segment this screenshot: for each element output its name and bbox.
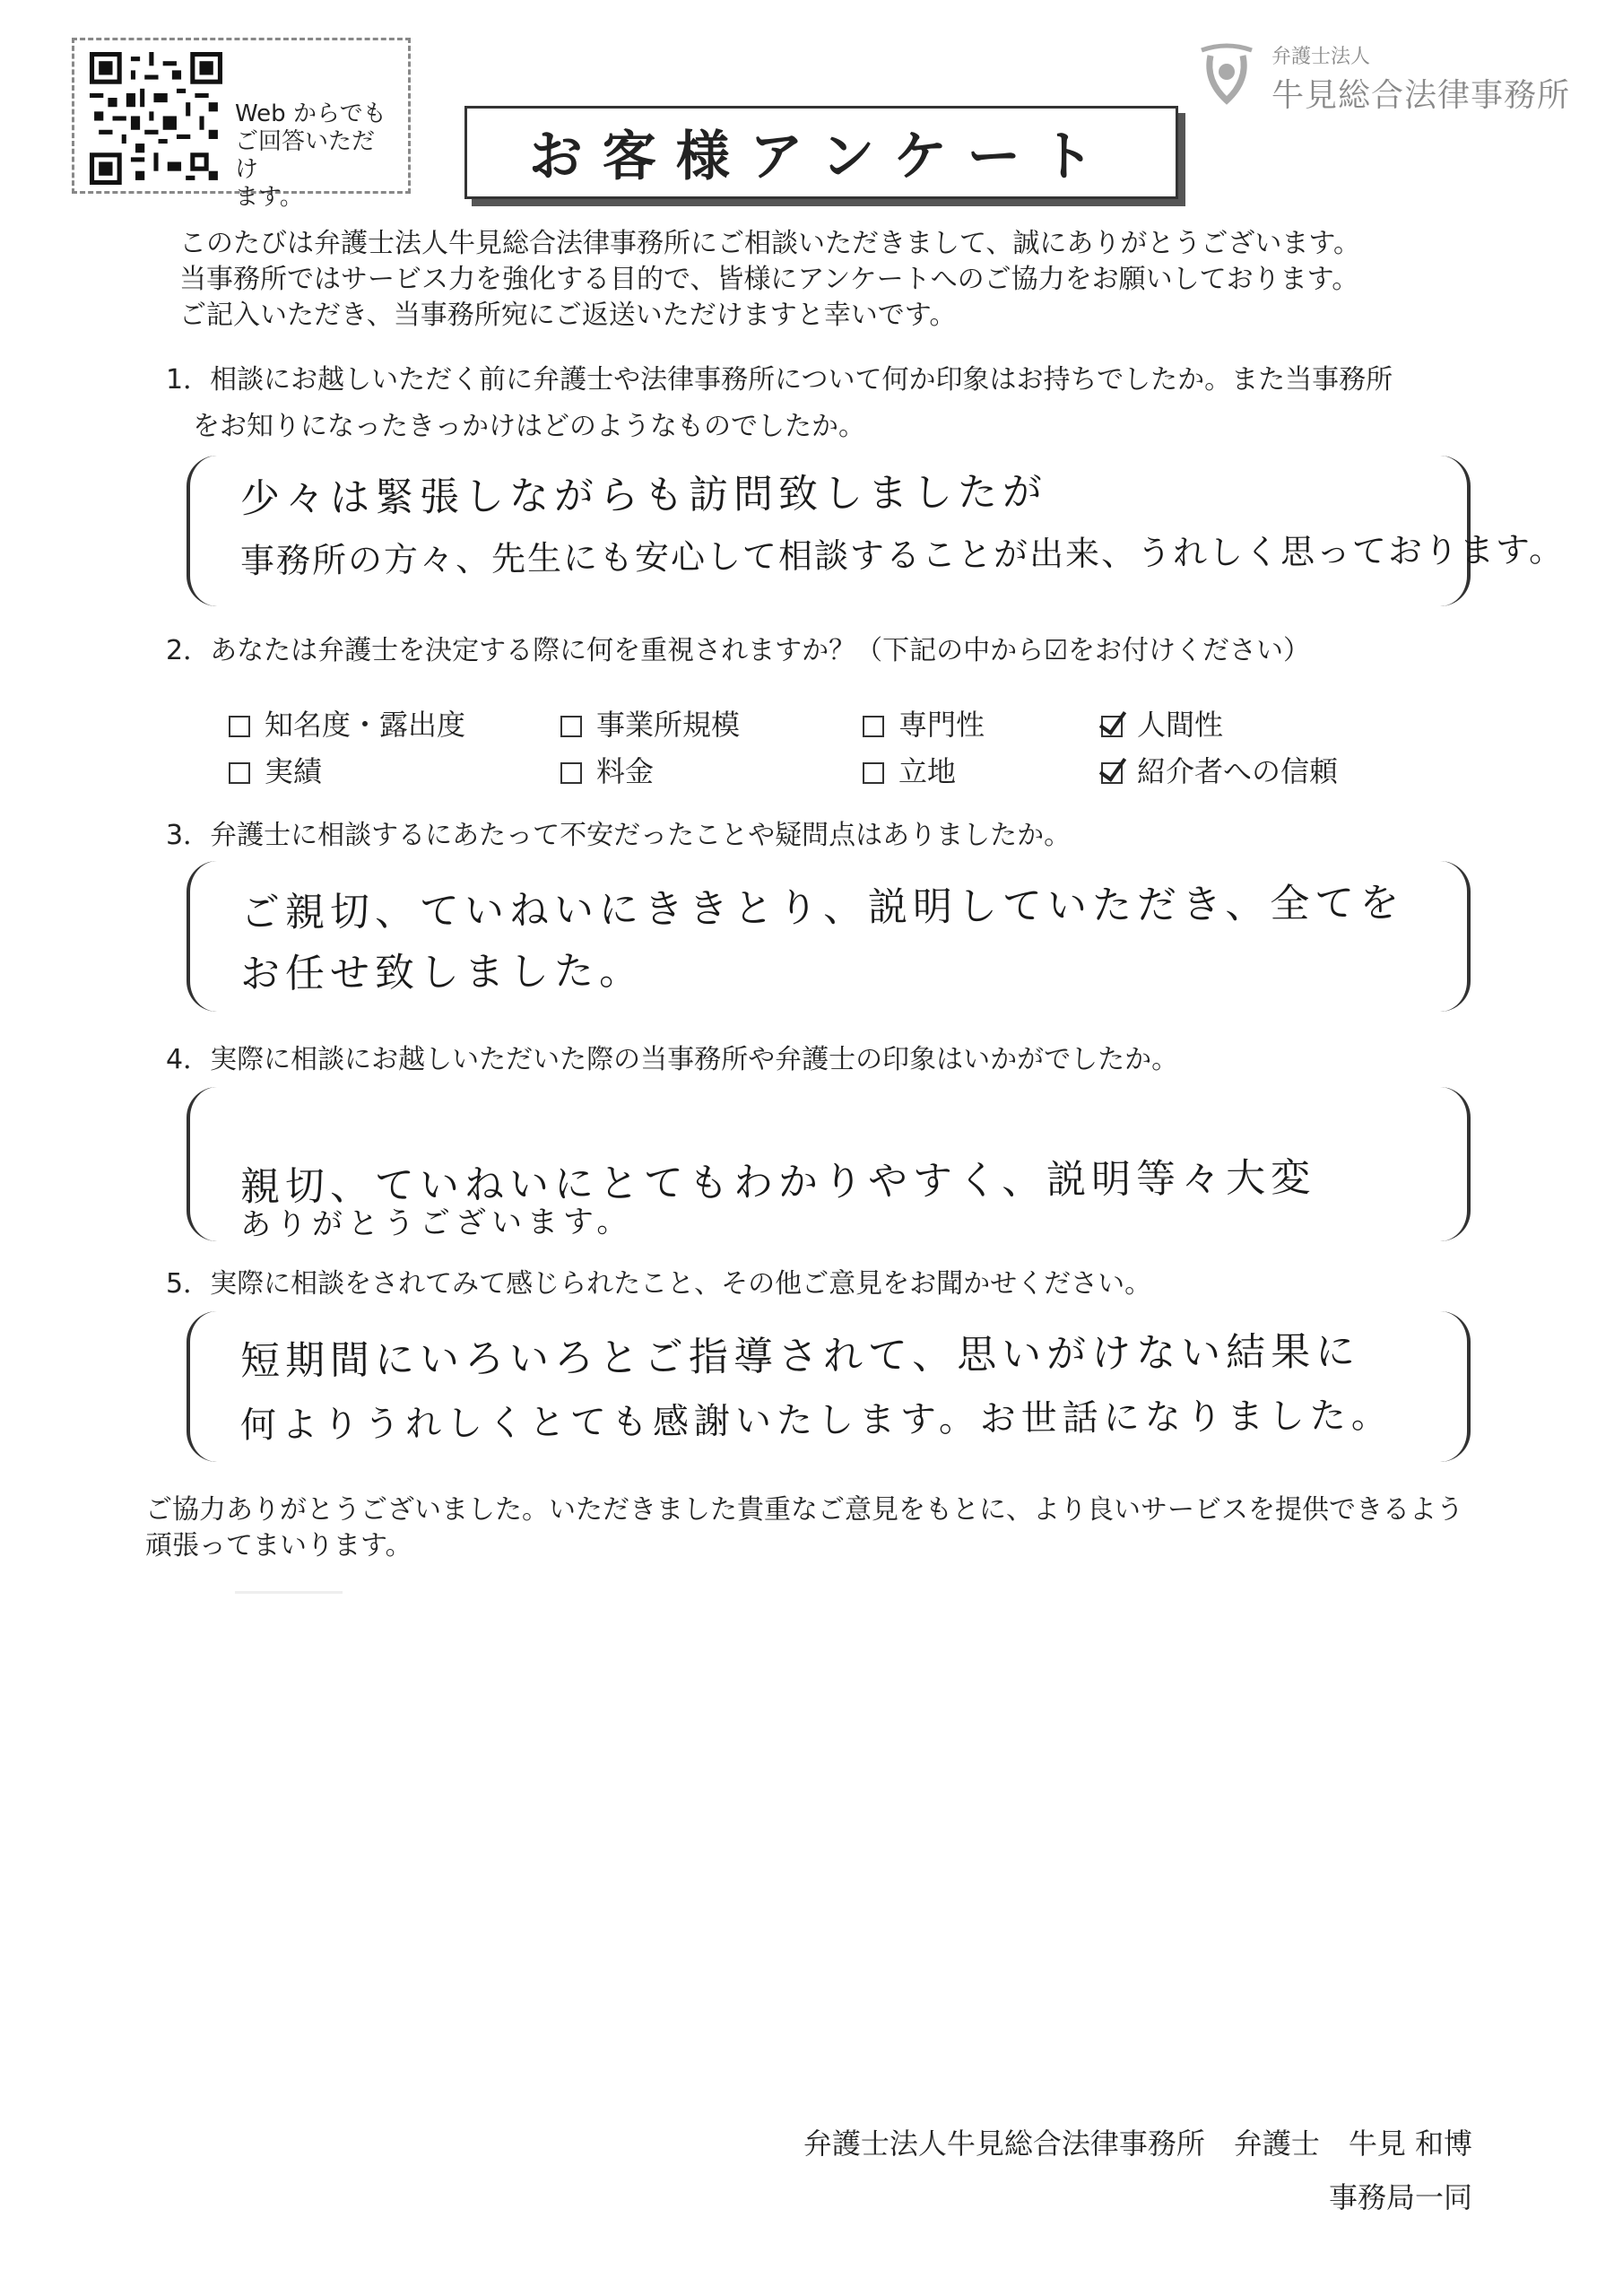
option-知名度[interactable] — [229, 707, 465, 743]
option-label: 事業所規模 — [596, 708, 741, 742]
checkbox[interactable] — [863, 762, 884, 784]
checkbox[interactable] — [560, 762, 582, 784]
question-5: 5．実際に相談をされてみて感じられたこと、その他ご意見をお聞かせください。 — [166, 1268, 1152, 1300]
checkbox-checked[interactable] — [1101, 762, 1123, 784]
logo-firm-name: 牛見総合法律事務所 — [1271, 77, 1571, 114]
checkbox[interactable] — [229, 762, 250, 784]
option-label: 専門性 — [898, 708, 985, 742]
signature — [803, 2124, 1472, 2217]
answer-4-line: 親切、ていねいにとてもわかりやすく、説明等々大変 — [239, 1154, 1316, 1211]
qr-note-line: ご回答いただけ — [235, 128, 376, 183]
question-4: 4．実際に相談にお越しいただいた際の当事務所や弁護士の印象はいかがでしたか。 — [166, 1044, 1179, 1075]
firm-logo-icon — [1191, 38, 1263, 109]
qr-note-line: ます。 — [235, 184, 303, 211]
option-専門性[interactable] — [863, 707, 985, 743]
option-label: 知名度・露出度 — [265, 708, 466, 742]
option-人間性[interactable] — [1101, 707, 1223, 743]
question-1 — [166, 362, 1393, 445]
closing-line: 頑張ってまいります。 — [145, 1530, 412, 1561]
answer-1-line: 事務所の方々、先生にも安心して相談することが出来、うれしく思っております。 — [239, 529, 1566, 581]
logo-subtitle: 弁護士法人 — [1271, 46, 1371, 68]
answer-3-line: ご親切、ていねいにききとり、説明していただき、全てを — [239, 880, 1405, 936]
question-1-line: 1．相談にお越しいただく前に弁護士や法律事務所について何か印象はお持ちでしたか。また当事務所 — [166, 364, 1393, 396]
qr-code-image[interactable] — [90, 52, 222, 185]
qr-note — [235, 100, 396, 212]
option-label: 紹介者への信頼 — [1137, 754, 1339, 788]
intro-line: このたびは弁護士法人牛見総合法律事務所にご相談いただきまして、誠にありがとうございます。 — [179, 228, 1360, 259]
answer-5-line: 短期間にいろいろとご指導されて、思いがけない結果に — [239, 1328, 1361, 1385]
qr-note-line: Web からでも — [235, 100, 386, 127]
checkbox-checked[interactable] — [1101, 716, 1123, 737]
answer-4-line: ありがとうございます。 — [239, 1204, 633, 1243]
option-label: 料金 — [596, 754, 655, 788]
signature-line: 弁護士法人牛見総合法律事務所 弁護士 牛見 和博 — [803, 2126, 1472, 2161]
signature-line: 事務局一同 — [1328, 2180, 1472, 2214]
question-3: 3．弁護士に相談するにあたって不安だったことや疑問点はありましたか。 — [166, 820, 1072, 851]
closing-text — [145, 1492, 1463, 1564]
option-料金[interactable] — [560, 753, 654, 789]
intro-text — [179, 226, 1360, 334]
page-title: お客様アンケート — [528, 126, 1115, 188]
answer-5-line: 何よりうれしくとても感謝いたします。お世話になりました。 — [239, 1395, 1393, 1447]
title-box — [464, 106, 1178, 199]
answer-1-line: 少々は緊張しながらも訪問致しましたが — [239, 469, 1048, 522]
question-1-line: をお知りになったきっかけはどのようなものでしたか。 — [166, 411, 865, 442]
checkbox[interactable] — [863, 716, 884, 737]
intro-line: 当事務所ではサービス力を強化する目的で、皆様にアンケートへのご協力をお願いしております。 — [179, 264, 1359, 295]
option-label: 立地 — [898, 754, 957, 788]
question-2: 2．あなたは弁護士を決定する際に何を重視されますか？（下記の中から☑をお付けください） — [166, 635, 1310, 666]
option-事業所規模[interactable] — [560, 707, 740, 743]
faint-line — [235, 1591, 343, 1594]
option-実績[interactable] — [229, 753, 322, 789]
intro-line: ご記入いただき、当事務所宛にご返送いただけますと幸いです。 — [179, 300, 957, 331]
checkbox[interactable] — [560, 716, 582, 737]
answer-3-line: お任せ致しました。 — [239, 948, 645, 997]
option-label: 実績 — [265, 754, 323, 788]
checkbox[interactable] — [229, 716, 250, 737]
option-立地[interactable] — [863, 753, 956, 789]
option-label: 人間性 — [1137, 708, 1224, 742]
option-紹介者への信頼[interactable] — [1101, 753, 1338, 789]
closing-line: ご協力ありがとうございました。いただきました貴重なご意見をもとに、より良いサービスを提供できるよう — [145, 1494, 1463, 1526]
